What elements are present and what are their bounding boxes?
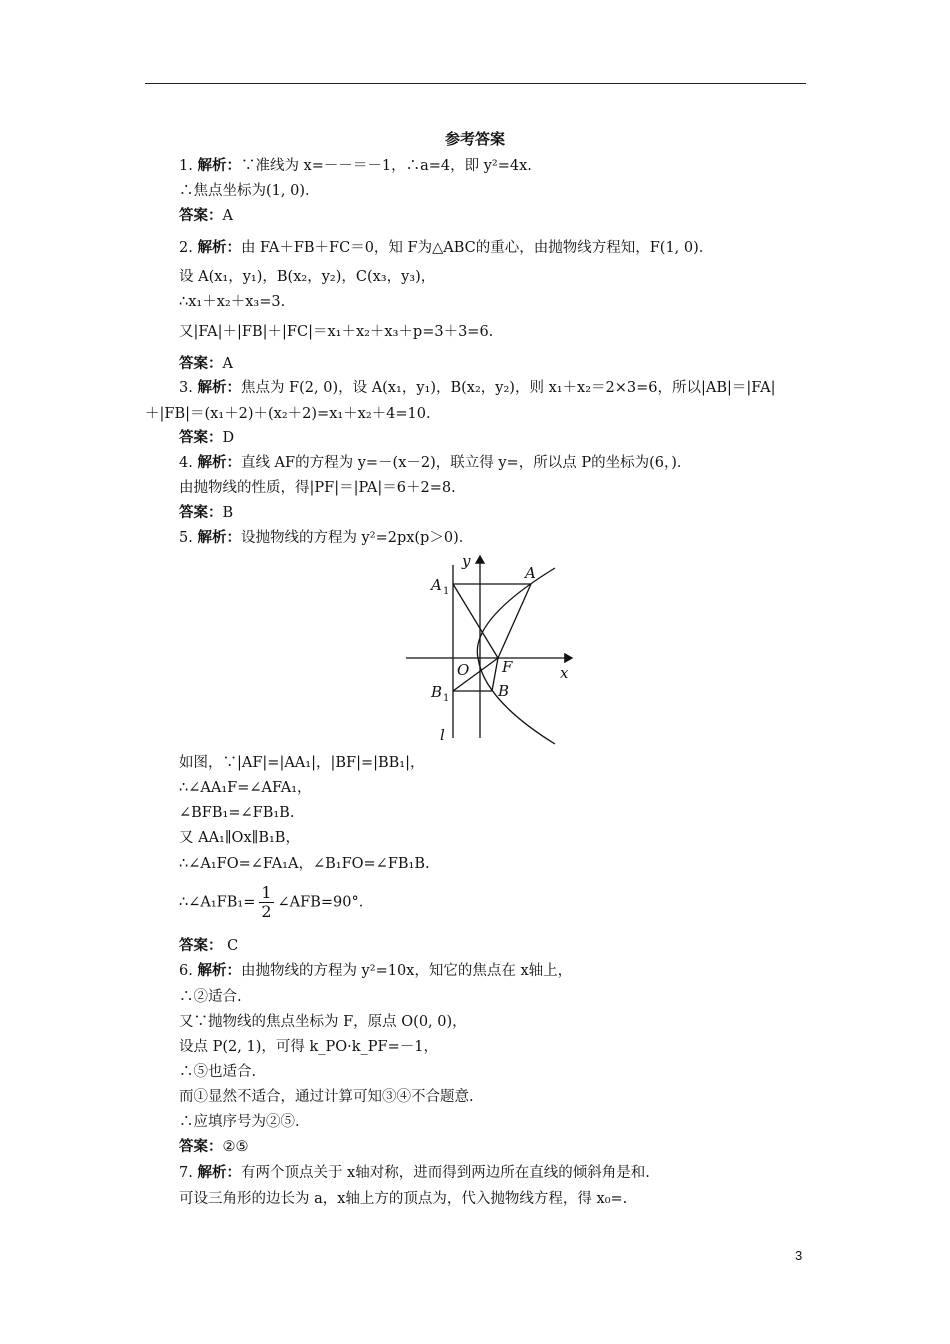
q2-line-3: ∴x₁＋x₂＋x₃=3. xyxy=(179,294,286,310)
label-a: A xyxy=(525,564,536,582)
q7-analysis-label: 解析： xyxy=(197,1164,241,1181)
segment-a1-f xyxy=(453,584,498,658)
q7-number: 7. xyxy=(179,1165,193,1181)
q5-analysis-label: 解析： xyxy=(197,529,241,546)
parabola-curve xyxy=(477,568,555,744)
q3-text: 焦点为 F(2, 0)，设 A(x₁，y₁)，B(x₂，y₂)，则 x₁＋x₂＝2×3=6，所以|AB|＝|FA| xyxy=(240,380,776,396)
fraction-denominator: 2 xyxy=(261,902,272,921)
q5-answer-label: 答案： xyxy=(179,937,223,954)
q1-answer-value: A xyxy=(222,208,233,224)
q3-number: 3. xyxy=(179,380,193,396)
label-o: O xyxy=(457,661,470,679)
q5-line-7b: ∠AFB=90°． xyxy=(277,894,374,911)
q5-line-7a: ∴∠A₁FB₁= xyxy=(179,894,256,911)
q1-line-2: ∴焦点坐标为(1, 0)． xyxy=(179,183,320,199)
page-number: 3 xyxy=(795,1248,803,1263)
q3-answer-label: 答案： xyxy=(179,429,223,446)
q3-line-2: ＋|FB|＝(x₁＋2)＋(x₂＋2)=x₁＋x₂＋4=10. xyxy=(145,406,431,422)
q1-text: ∵准线为 x=－－＝－1，∴a=4，即 y²=4x. xyxy=(240,158,532,174)
q2-line-1 xyxy=(179,238,713,258)
label-x: x xyxy=(560,664,569,682)
q4-number: 4. xyxy=(179,455,193,471)
q5-line-3: ∴∠AA₁F=∠AFA₁， xyxy=(179,780,312,796)
half-fraction xyxy=(259,884,273,921)
q3-answer-value: D xyxy=(222,430,235,446)
q7-text: 有两个顶点关于 x轴对称，进而得到两边所在直线的倾斜角是和. xyxy=(240,1165,650,1181)
q4-line-2: 由抛物线的性质，得|PF|＝|PA|＝6＋2=8. xyxy=(179,480,456,496)
q6-number: 6. xyxy=(179,963,193,979)
q5-number: 5. xyxy=(179,530,193,546)
q6-line-3: 又∵抛物线的焦点坐标为 F，原点 O(0, 0)， xyxy=(179,1014,467,1030)
q6-answer-value: ②⑤ xyxy=(222,1139,249,1155)
q2-number: 2. xyxy=(179,240,193,256)
q2-line-2: 设 A(x₁，y₁)，B(x₂，y₂)，C(x₃，y₃)， xyxy=(179,269,436,285)
label-f: F xyxy=(502,658,513,676)
q6-answer-label: 答案： xyxy=(179,1138,223,1155)
q5-line-5: 又 AA₁∥Ox∥B₁B， xyxy=(179,830,300,846)
q7-line-2: 可设三角形的边长为 a，x轴上方的顶点为，代入抛物线方程，得 x₀=. xyxy=(179,1191,628,1207)
q6-line-2: ∴②适合. xyxy=(179,989,242,1005)
label-l: l xyxy=(440,726,445,744)
label-b: B xyxy=(498,682,510,700)
q1-answer-label: 答案： xyxy=(179,207,223,224)
q6-analysis-label: 解析： xyxy=(197,962,241,979)
q3-answer xyxy=(179,428,234,448)
q2-text: 由 FA＋FB＋FC＝0，知 F为△ABC的重心，由抛物线方程知，F(1, 0)． xyxy=(240,240,714,256)
q2-answer xyxy=(179,354,233,374)
q4-answer xyxy=(179,503,233,523)
q4-analysis-label: 解析： xyxy=(197,454,241,471)
q6-answer xyxy=(179,1137,249,1157)
q1-number: 1. xyxy=(179,158,193,174)
q6-line-4: 设点 P(2, 1)，可得 k_PO·k_PF=－1， xyxy=(179,1039,438,1055)
q1-line-1 xyxy=(179,156,532,176)
label-y: y xyxy=(462,552,471,570)
label-a1: A xyxy=(431,576,442,594)
q4-text: 直线 AF的方程为 y=－(x－2)，联立得 y=，所以点 P的坐标为(6，)． xyxy=(240,455,692,471)
q1-answer xyxy=(179,206,233,226)
q5-line-1 xyxy=(179,528,473,548)
q2-answer-label: 答案： xyxy=(179,355,223,372)
q5-text: 设抛物线的方程为 y²=2px(p＞0)． xyxy=(240,530,474,546)
q4-answer-value: B xyxy=(222,505,234,521)
q4-line-1 xyxy=(179,453,691,473)
q2-analysis-label: 解析： xyxy=(197,239,241,256)
q2-line-4: 又|FA|＋|FB|＋|FC|＝x₁＋x₂＋x₃＋p=3＋3=6. xyxy=(179,324,494,340)
q5-answer-value: C xyxy=(222,938,239,954)
q6-line-5: ∴⑤也适合. xyxy=(179,1064,257,1080)
q2-answer-value: A xyxy=(222,356,233,372)
q7-line-1 xyxy=(179,1163,650,1183)
q1-analysis-label: 解析： xyxy=(197,157,241,174)
q4-answer-label: 答案： xyxy=(179,504,223,521)
q6-text: 由抛物线的方程为 y²=10x，知它的焦点在 x轴上， xyxy=(240,963,573,979)
q3-line-1 xyxy=(179,378,775,398)
fraction-numerator: 1 xyxy=(261,883,272,902)
header-rule xyxy=(145,83,806,84)
page-title: 参考答案 xyxy=(444,130,505,148)
q6-line-7: ∴应填序号为②⑤. xyxy=(179,1114,300,1130)
q5-line-7 xyxy=(179,884,373,921)
segment-a-f xyxy=(498,584,531,658)
label-b1: B xyxy=(431,683,443,701)
label-a1-sub: 1 xyxy=(443,586,450,597)
q6-line-6: 而①显然不适合，通过计算可知③④不合题意. xyxy=(179,1089,474,1105)
parabola-figure xyxy=(400,550,580,745)
q5-answer xyxy=(179,936,238,956)
q5-line-6: ∴∠A₁FO=∠FA₁A，∠B₁FO=∠FB₁B. xyxy=(179,856,430,872)
q5-line-4: ∠BFB₁=∠FB₁B. xyxy=(179,805,295,821)
q5-line-2: 如图，∵|AF|=|AA₁|，|BF|=|BB₁|， xyxy=(179,755,425,771)
label-b1-sub: 1 xyxy=(443,693,450,704)
q6-line-1 xyxy=(179,961,572,981)
q3-analysis-label: 解析： xyxy=(197,379,241,396)
